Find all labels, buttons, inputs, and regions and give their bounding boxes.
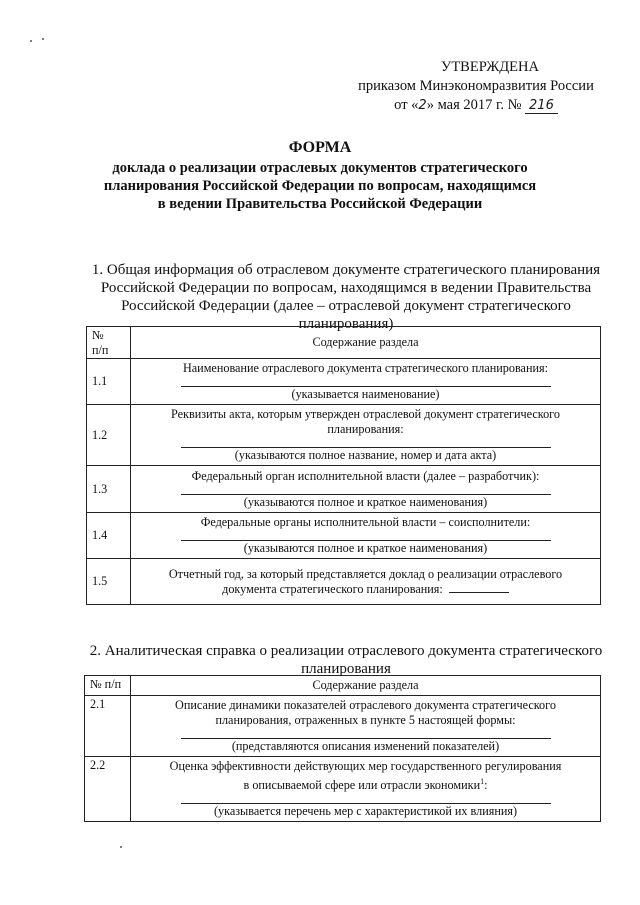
header-num-cell: № п/п xyxy=(85,676,131,696)
handwritten-order-number: 216 xyxy=(525,99,558,114)
handwritten-day: 2 xyxy=(418,98,427,113)
form-title-line: в ведении Правительства Российской Федерации xyxy=(157,196,483,212)
table-row: 2.1 Описание динамики показателей отраслевого документа стратегического планирования, отраженных в пункте 5 настоящей формы: (представляются описания изменений показателей) xyxy=(85,696,601,757)
field-hint: (указываются полное и краткое наименования) xyxy=(243,541,488,555)
header-num-cell: № п/п xyxy=(87,327,131,359)
scan-speck xyxy=(30,40,32,42)
field-hint: (указываются полное и краткое наименования) xyxy=(243,494,488,509)
header-content-cell: Содержание раздела xyxy=(131,676,601,696)
form-title-line: доклада о реализации отраслевых документов стратегического xyxy=(112,160,528,176)
table-row: 1.4 Федеральные органы исполнительной власти – соисполнители: (указываются полное и краткое наименования) xyxy=(87,513,601,559)
table-row: 1.2 Реквизиты акта, которым утвержден отраслевой документ стратегического планирования: (указываются полное название, номер и дата акта) xyxy=(87,405,601,466)
fill-in-line xyxy=(449,582,509,593)
section2-heading: 2. Аналитическая справка о реализации отраслевого документа стратегического планирования xyxy=(89,643,603,677)
approval-title: УТВЕРЖДЕНА xyxy=(441,59,539,75)
section2-table xyxy=(84,675,601,822)
table-row: 2.2 Оценка эффективности действующих мер государственного регулирования в описываемой сфере или отрасли экономики$^1$: (указывается перечень мер с характеристикой их влияния) xyxy=(85,757,601,822)
fill-in-line xyxy=(181,376,551,387)
field-hint: (указываются полное название, номер и дата акта) xyxy=(234,448,497,462)
table-row: 1.1 Наименование отраслевого документа стратегического планирования: (указывается наименование) xyxy=(87,359,601,405)
approval-date: от «2» мая 2017 г. № 216 xyxy=(346,96,606,115)
form-title-word: ФОРМА xyxy=(288,139,352,156)
footnote-marker: 1 xyxy=(480,777,485,786)
approval-block xyxy=(346,58,606,115)
table-header-row xyxy=(85,676,601,696)
fill-in-line xyxy=(181,793,551,804)
form-title-line: планирования Российской Федерации по вопросам, находящимся xyxy=(103,178,537,194)
fill-in-line xyxy=(181,437,551,448)
fill-in-line xyxy=(181,728,551,739)
table-header-row xyxy=(87,327,601,359)
table-row: 1.5 Отчетный год, за который представляется доклад о реализации отраслевого документа стратегического планирования: xyxy=(87,559,601,605)
form-title xyxy=(60,137,580,213)
fill-in-line xyxy=(181,484,551,495)
fill-in-line xyxy=(181,530,551,541)
approval-order: приказом Минэкономразвития России xyxy=(358,78,594,94)
table-row: 1.3 Федеральный орган исполнительной власти (далее – разработчик): (указываются полное и краткое наименования) xyxy=(87,466,601,513)
scan-speck xyxy=(42,38,44,40)
field-hint: (указывается наименование) xyxy=(291,387,440,401)
field-hint: (представляются описания изменений показателей) xyxy=(231,739,500,753)
section1-heading: 1. Общая информация об отраслевом документе стратегического планирования Российской Федерации по вопросам, находящимся в ведении Правительства Российской Федерации (далее – отраслевой документ стратегического планирования) xyxy=(91,262,601,332)
field-hint: (указывается перечень мер с характеристикой их влияния) xyxy=(213,804,518,819)
scan-speck xyxy=(120,846,122,848)
header-content-cell: Содержание раздела xyxy=(131,327,601,359)
section1-table xyxy=(86,326,601,605)
